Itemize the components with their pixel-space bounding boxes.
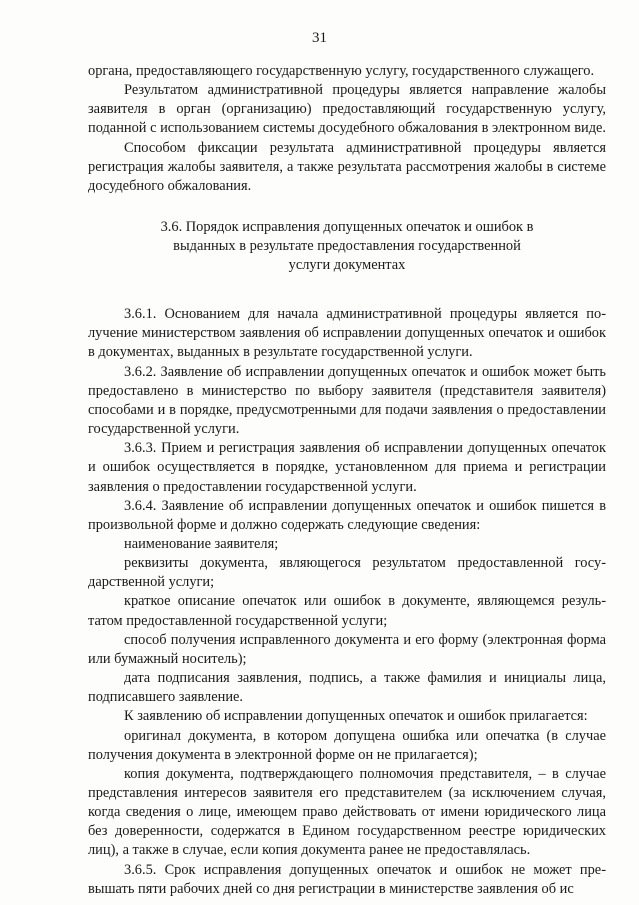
list-item: краткое описание опечаток или ошибок в документе, являющемся результатом предоставленной государственной услуги;	[88, 593, 606, 629]
list-item: способ получения исправленного документа и его форму (электронная форма или бумажный носитель);	[88, 631, 606, 667]
section-heading-line: 3.6. Порядок исправления допущенных опечаток и ошибок в	[160, 219, 534, 236]
list-item: копия документа, подтверждающего полномочия представителя, – в случае представления интересов заявителя его представителем (за исключением случая, когда сведения о лице, имеющем право действовать от имени юридического лица без доверенности, содержатся в Едином государственном реестре юридических лиц), а также в случае, если копия документа ранее не предоставлялась.	[88, 765, 606, 859]
paragraph: 3.6.4. Заявление об исправлении допущенных опечаток и ошибок пишется в произвольной форме и должно содержать следующие сведения:	[88, 497, 606, 533]
paragraph: 3.6.2. Заявление об исправлении допущенных опечаток и ошибок может быть предоставлено в министерство по выбору заявителя (представителя заявителя) способами и в порядке, предусмотренными для подачи заявления о предоставлении государственной услуги.	[88, 363, 606, 438]
document-body	[88, 62, 606, 899]
paragraph: органа, предоставляющего государственную услугу, государственного служащего.	[88, 63, 595, 79]
section-heading	[128, 218, 566, 275]
page-number: 31	[312, 30, 327, 46]
section-heading-line: выданных в результате предоставления государственной	[173, 238, 521, 255]
list-item: наименование заявителя;	[124, 535, 279, 552]
paragraph: Способом фиксации результата административной процедуры является регистрация жалобы заявителя, а также результата рассмотрения жалобы в системе досудебного обжалования.	[88, 139, 606, 194]
paragraph: 3.6.3. Прием и регистрация заявления об исправлении допущенных опечаток и ошибок осуществляется в порядке, установленном для приема и регистрации заявления о предоставлении государственной услуги.	[88, 440, 606, 495]
paragraph: 3.6.5. Срок исправления допущенных опечаток и ошибок не может превышать пяти рабочих дней со дня регистрации в министерстве заявления об ис	[88, 861, 606, 897]
paragraph: К заявлению об исправлении допущенных опечаток и ошибок прилагается:	[124, 708, 588, 725]
list-item: реквизиты документа, являющегося результатом предоставленной государственной услуги;	[88, 555, 606, 591]
section-heading-line: услуги документах	[288, 257, 406, 274]
list-item: оригинал документа, в котором допущена ошибка или опечатка (в случае получения документа в электронной форме он не прилагается);	[88, 727, 606, 763]
list-item: дата подписания заявления, подпись, а также фамилия и инициалы лица, подписавшего заявление.	[88, 670, 606, 706]
paragraph: 3.6.1. Основанием для начала административной процедуры является получение министерством заявления об исправлении допущенных опечаток и ошибок в документах, выданных в результате государственной услуги.	[88, 306, 606, 361]
paragraph: Результатом административной процедуры является направление жалобы заявителя в орган (организацию) предоставляющий государственную услугу, поданной с использованием системы досудебного обжалования в электронном виде.	[88, 82, 607, 137]
